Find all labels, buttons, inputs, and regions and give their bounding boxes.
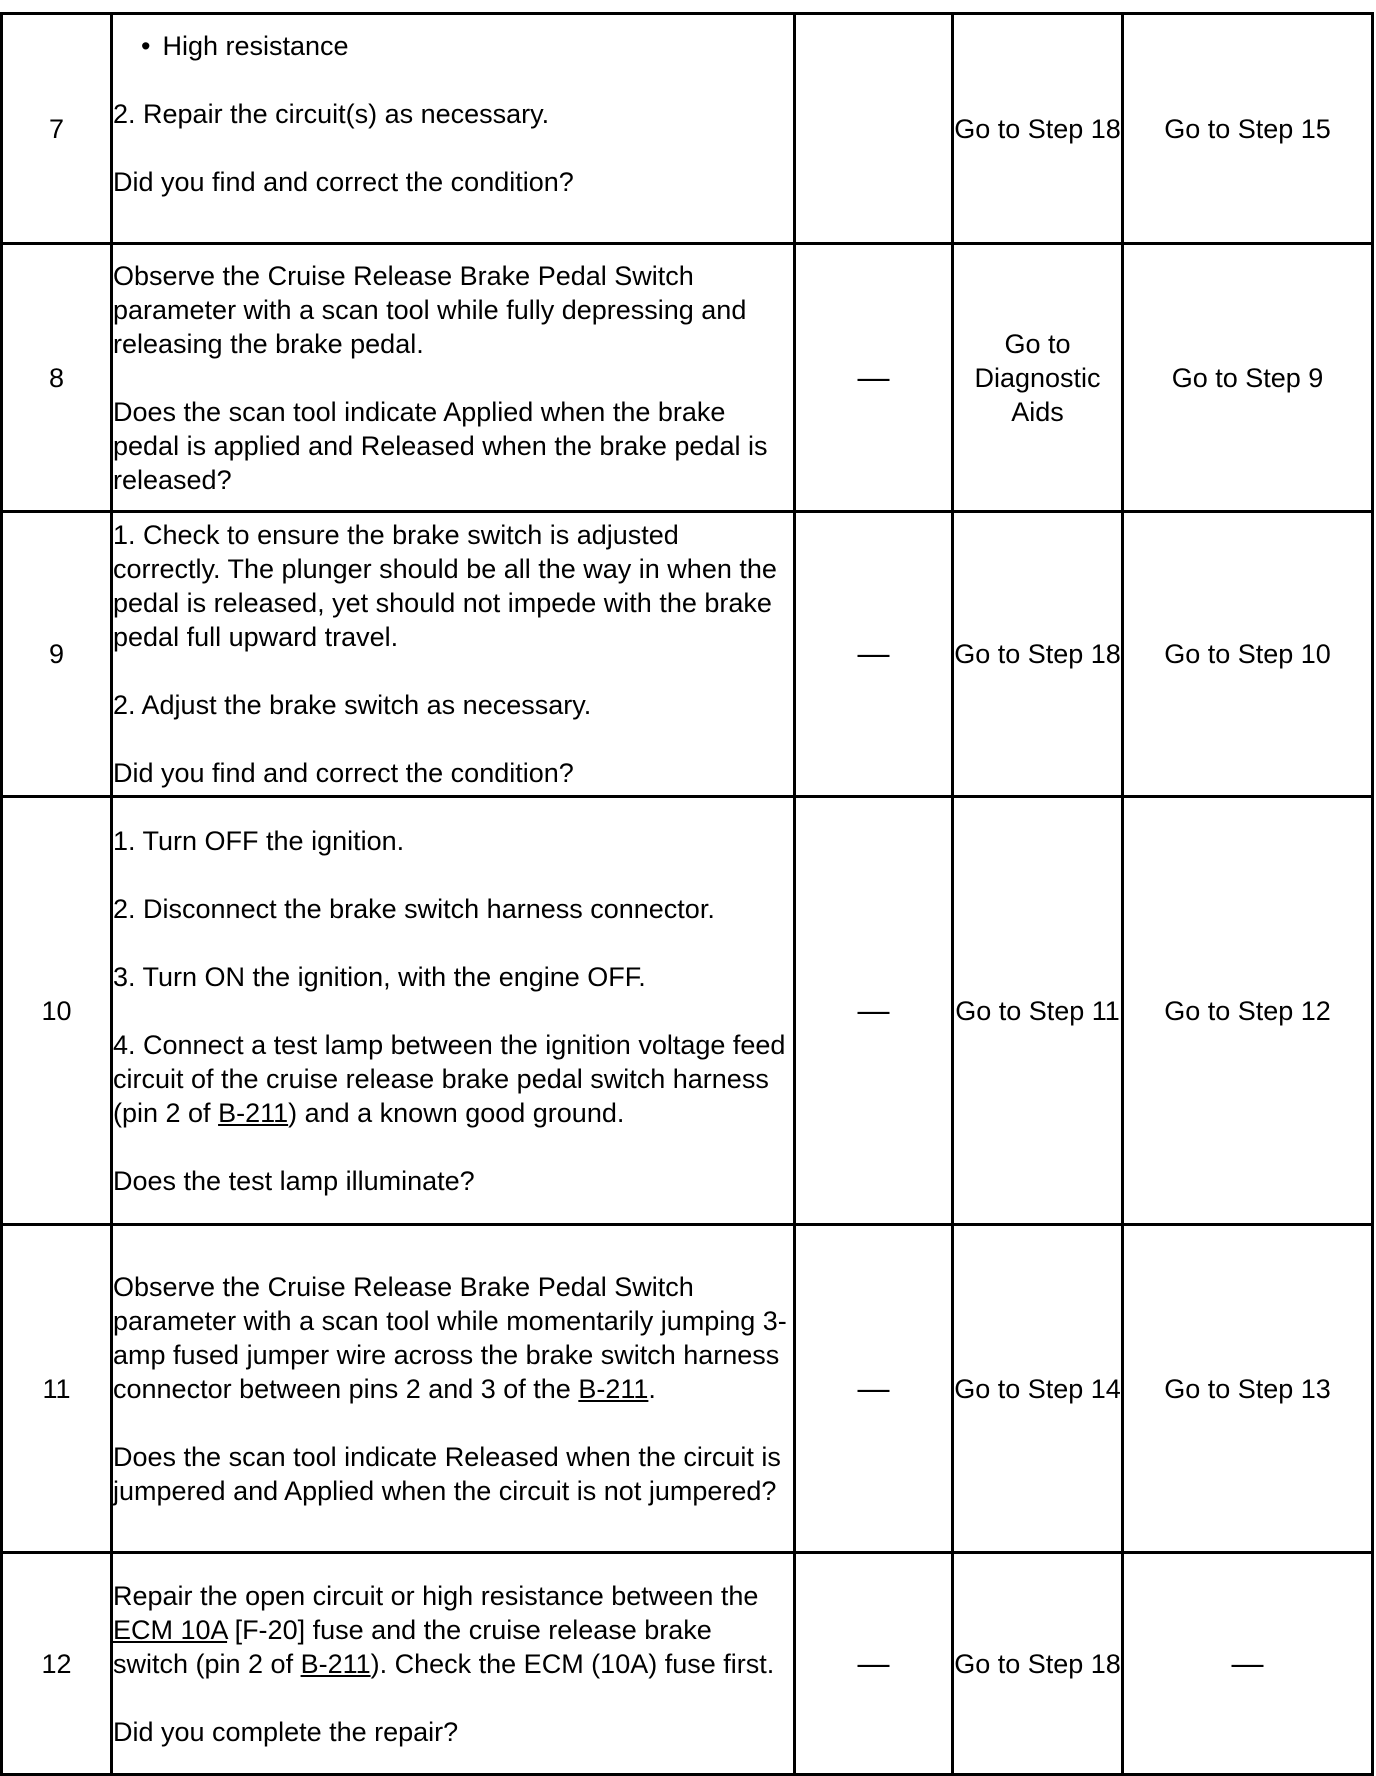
action-step — [113, 1028, 793, 1130]
yes-cell: Go to Step 14 — [953, 1225, 1123, 1553]
value-cell — [795, 797, 953, 1225]
table-row — [2, 512, 1373, 797]
action-question: Did you find and correct the condition? — [113, 758, 574, 788]
value-cell — [795, 244, 953, 512]
yes-cell: Go to Step 18 — [953, 512, 1123, 797]
table-row — [2, 1553, 1373, 1775]
action-text: Observe the Cruise Release Brake Pedal Switch parameter with a scan tool while momentarily jumping 3-amp fused jumper wire across the brake switch harness connector between pins 2 and 3 of the — [113, 1271, 787, 1404]
action-text: Repair the open circuit or high resistance between the — [113, 1580, 759, 1611]
table-row — [2, 14, 1373, 244]
connector-link-b211[interactable]: B-211 — [218, 1097, 289, 1128]
action-step: 1. Check to ensure the brake switch is adjusted correctly. The plunger should be all the way in when the pedal is released, yet should not impede with the brake pedal full upward travel. — [113, 520, 777, 652]
value-dash: — — [857, 991, 890, 1028]
step-number: 7 — [2, 14, 112, 244]
no-cell: Go to Step 9 — [1123, 244, 1373, 512]
no-cell: Go to Step 15 — [1123, 14, 1373, 244]
yes-cell: Go to Step 18 — [953, 1553, 1123, 1775]
diagnostic-table — [0, 12, 1374, 1776]
action-step: Observe the Cruise Release Brake Pedal Switch parameter with a scan tool while fully depressing and releasing the brake pedal. — [113, 260, 747, 359]
fuse-link-ecm-10a[interactable]: ECM 10A — [113, 1614, 228, 1645]
action-question: Did you complete the repair? — [113, 1716, 459, 1747]
action-cell — [112, 1225, 795, 1553]
no-cell: Go to Step 10 — [1123, 512, 1373, 797]
no-cell — [1123, 1553, 1373, 1775]
action-text: ). Check the ECM (10A) fuse first. — [370, 1648, 775, 1679]
action-step — [113, 1270, 793, 1406]
step-number: 11 — [2, 1225, 112, 1553]
no-dash: — — [1231, 1644, 1264, 1681]
action-text: ) and a known good ground. — [288, 1097, 625, 1128]
action-text: 4. Connect a test lamp between the ignition voltage feed circuit of the cruise release brake pedal switch harness (pin 2 of — [113, 1029, 786, 1128]
value-dash: — — [857, 358, 890, 395]
action-cell — [112, 14, 795, 244]
step-number: 8 — [2, 244, 112, 512]
table-row — [2, 1225, 1373, 1553]
value-cell — [795, 512, 953, 797]
yes-cell: Go to Step 11 — [953, 797, 1123, 1225]
action-text: . — [648, 1373, 656, 1404]
action-cell — [112, 244, 795, 512]
no-cell: Go to Step 12 — [1123, 797, 1373, 1225]
action-cell — [112, 1553, 795, 1775]
action-question: Does the test lamp illuminate? — [113, 1165, 475, 1196]
action-step: 1. Turn OFF the ignition. — [113, 825, 405, 856]
value-cell — [795, 1225, 953, 1553]
table-row — [2, 797, 1373, 1225]
bullet-item: • High resistance — [113, 29, 793, 63]
value-cell — [795, 14, 953, 244]
action-step: 2. Repair the circuit(s) as necessary. — [113, 99, 550, 129]
no-cell: Go to Step 13 — [1123, 1225, 1373, 1553]
value-cell — [795, 1553, 953, 1775]
yes-cell: Go to Diagnostic Aids — [953, 244, 1123, 512]
action-question: Does the scan tool indicate Applied when the brake pedal is applied and Released when the brake pedal is released? — [113, 396, 768, 495]
action-step — [113, 1579, 793, 1681]
value-dash: — — [857, 1369, 890, 1406]
action-text: [F-20] fuse and the cruise release brake switch (pin 2 of — [113, 1614, 712, 1679]
step-number: 9 — [2, 512, 112, 797]
connector-link-b211[interactable]: B-211 — [578, 1373, 649, 1404]
action-step: 2. Adjust the brake switch as necessary. — [113, 690, 592, 720]
action-step: 3. Turn ON the ignition, with the engine OFF. — [113, 961, 646, 992]
step-number: 10 — [2, 797, 112, 1225]
action-cell — [112, 512, 795, 797]
step-number: 12 — [2, 1553, 112, 1775]
action-question: Did you find and correct the condition? — [113, 167, 574, 197]
connector-link-b211[interactable]: B-211 — [300, 1648, 371, 1679]
action-cell — [112, 797, 795, 1225]
yes-cell: Go to Step 18 — [953, 14, 1123, 244]
value-dash: — — [857, 635, 890, 671]
value-dash: — — [857, 1644, 890, 1681]
action-step: 2. Disconnect the brake switch harness connector. — [113, 893, 715, 924]
action-question: Does the scan tool indicate Released when the circuit is jumpered and Applied when the circuit is not jumpered? — [113, 1441, 781, 1506]
table-row — [2, 244, 1373, 512]
